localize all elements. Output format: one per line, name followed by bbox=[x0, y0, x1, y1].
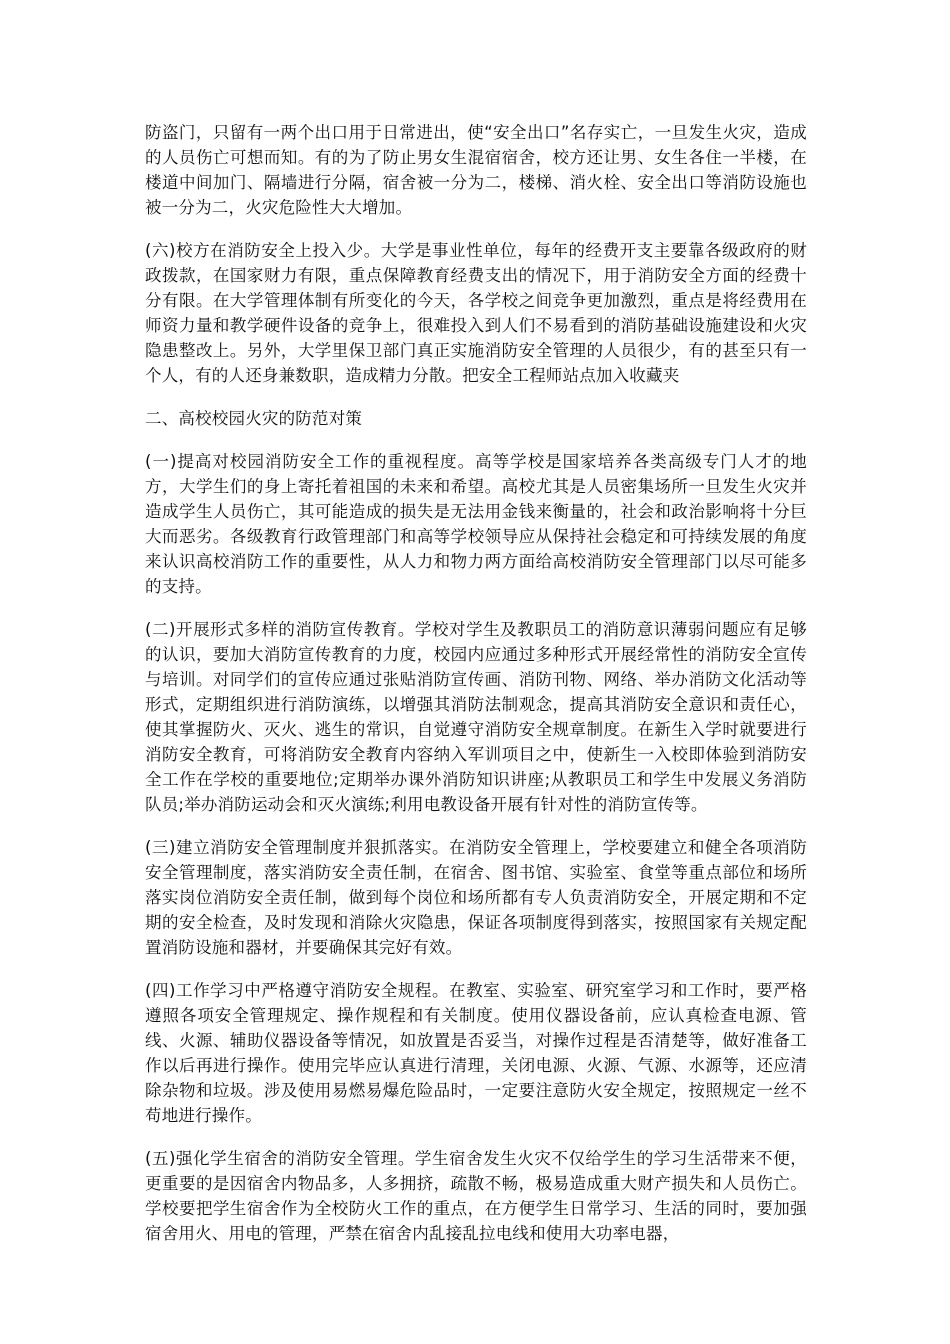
paragraph-section-3-regulations: (三)建立消防安全管理制度并狠抓落实。在消防安全管理上，学校要建立和健全各项消防安全管理制度，落实消防安全责任制，在宿舍、图书馆、实验室、食堂等重点部位和场所落实岗位消防安全责任制，做到每个岗位和场所都有专人负责消防安全，开展定期和不定期的安全检查，及时发现和消除火灾隐患，保证各项制度得到落实，按照国家有关规定配置消防设施和器材，并要确保其完好有效。 bbox=[145, 838, 807, 957]
paragraph-section-1-attention: (一)提高对校园消防安全工作的重视程度。高等学校是国家培养各类高级专门人才的地方，大学生们的身上寄托着祖国的未来和希望。高校尤其是人员密集场所一旦发生火灾并造成学生人员伤亡，其可能造成的损失是无法用金钱来衡量的，社会和政治影响将十分巨大而恶劣。各级教育行政管理部门和高等学校领导应从保持社会稳定和可持续发展的角度来认识高校消防工作的重要性，从人力和物力两方面给高校消防安全管理部门以尽可能多的支持。 bbox=[145, 452, 807, 596]
paragraph-section-2-education: (二)开展形式多样的消防宣传教育。学校对学生及教职员工的消防意识薄弱问题应有足够的认识，要加大消防宣传教育的力度，校园内应通过多种形式开展经常性的消防安全宣传与培训。对同学们的宣传应通过张贴消防宣传画、消防刊物、网络、举办消防文化活动等形式，定期组织进行消防演练，以增强其消防法制观念，提高其消防安全意识和责任心，使其掌握防火、灭火、逃生的常识，自觉遵守消防安全规章制度。在新生入学时就要进行消防安全教育，可将消防安全教育内容纳入军训项目之中，使新生一入校即体验到消防安全工作在学校的重要地位;定期举办课外消防知识讲座;从教职员工和学生中发展义务消防队员;举办消防运动会和灭火演练;利用电教设备开展有针对性的消防宣传等。 bbox=[145, 620, 807, 814]
section-heading-countermeasures: 二、高校校园火灾的防范对策 bbox=[145, 409, 363, 428]
paragraph-section-6-low-investment: (六)校方在消防安全上投入少。大学是事业性单位，每年的经费开支主要靠各级政府的财政拨款，在国家财力有限，重点保障教育经费支出的情况下，用于消防安全方面的经费十分有限。在大学管理体制有所变化的今天，各学校之间竞争更加激烈，重点是将经费用在师资力量和教学硬件设备的竞争上，很难投入到人们不易看到的消防基础设施建设和火灾隐患整改上。另外，大学里保卫部门真正实施消防安全管理的人员很少，有的甚至只有一个人，有的人还身兼数职，造成精力分散。把安全工程师站点加入收藏夹 bbox=[145, 241, 807, 385]
paragraph-dormitory-exits: 防盗门，只留有一两个出口用于日常进出，使“安全出口”名存实亡，一旦发生火灾，造成的人员伤亡可想而知。有的为了防止男女生混宿宿舍，校方还让男、女生各住一半楼，在楼道中间加门、隔墙进行分隔，宿舍被一分为二，楼梯、消火栓、安全出口等消防设施也被一分为二，火灾危险性大大增加。 bbox=[145, 123, 807, 217]
paragraph-section-5-dormitory: (五)强化学生宿舍的消防安全管理。学生宿舍发生火灾不仅给学生的学习生活带来不便，更重要的是因宿舍内物品多，人多拥挤，疏散不畅，极易造成重大财产损失和人员伤亡。学校要把学生宿舍作为全校防火工作的重点，在方便学生日常学习、生活的同时，要加强宿舍用火、用电的管理，严禁在宿舍内乱接乱拉电线和使用大功率电器， bbox=[145, 1149, 807, 1243]
document-body bbox=[145, 120, 807, 1264]
paragraph-section-4-safety-rules: (四)工作学习中严格遵守消防安全规程。在教室、实验室、研究室学习和工作时，要严格遵照各项安全管理规定、操作规程和有关制度。使用仪器设备前，应认真检查电源、管线、火源、辅助仪器设备等情况，如放置是否妥当，对操作过程是否清楚等，做好准备工作以后再进行操作。使用完毕应认真进行清理，关闭电源、火源、气源、水源等，还应清除杂物和垃圾。涉及使用易燃易爆危险品时，一定要注意防火安全规定，按照规定一丝不苟地进行操作。 bbox=[145, 981, 807, 1125]
